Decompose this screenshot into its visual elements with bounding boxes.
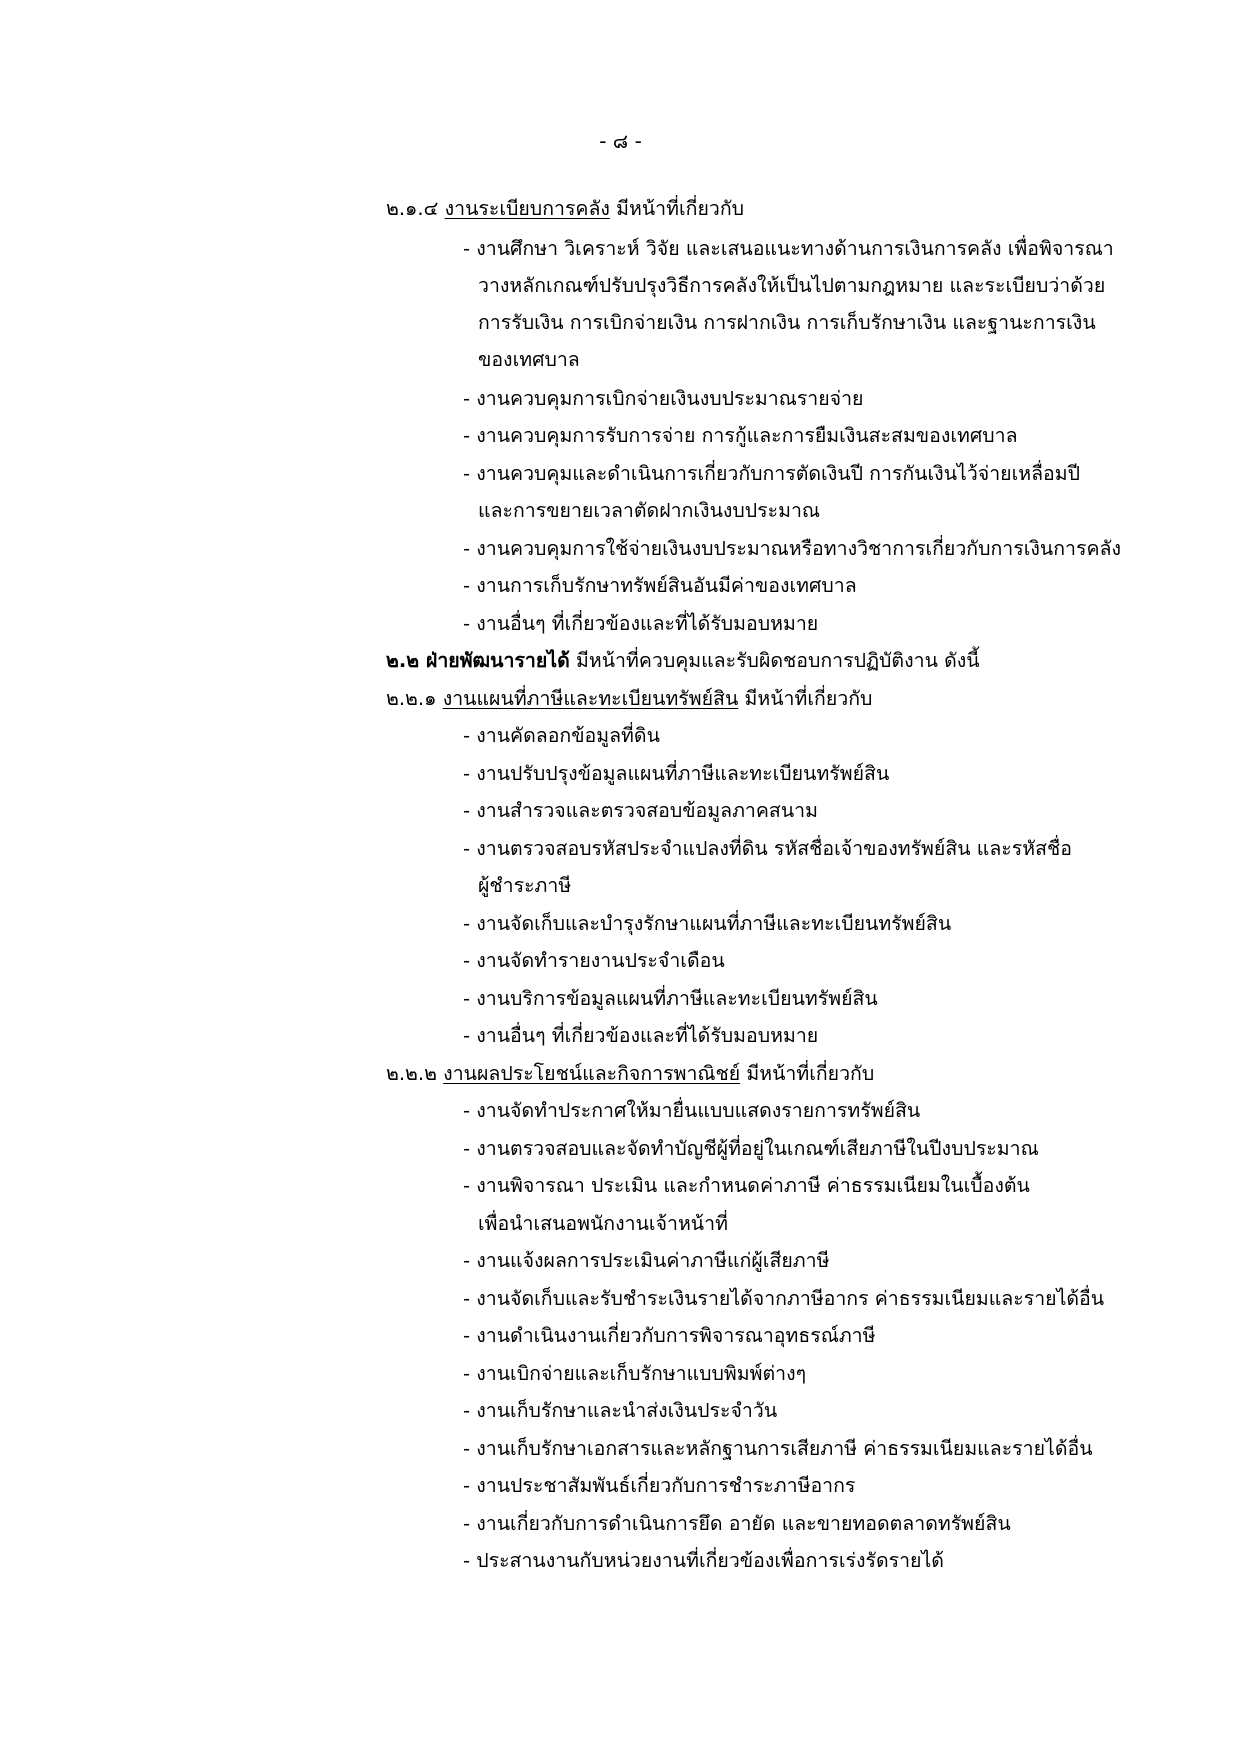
section-suffix: มีหน้าที่เกี่ยวกับ <box>744 687 873 710</box>
list-item: - งานควบคุมและดำเนินการเกี่ยวกับการตัดเงินปี การกันเงินไว้จ่ายเหลื่อมปี <box>463 462 1081 485</box>
list-item: - งานจัดเก็บและรับชำระเงินรายได้จากภาษีอากร ค่าธรรมเนียมและรายได้อื่น <box>463 1287 1105 1310</box>
section-title: ๒.๒ ฝ่ายพัฒนารายได้ <box>386 649 570 672</box>
list-item: - งานอื่นๆ ที่เกี่ยวข้องและที่ได้รับมอบหมาย <box>463 1024 819 1047</box>
list-item: - งานการเก็บรักษาทรัพย์สินอันมีค่าของเทศบาล <box>463 574 857 597</box>
list-item-continuation: และการขยายเวลาตัดฝากเงินงบประมาณ <box>478 499 821 522</box>
list-item: - ประสานงานกับหน่วยงานที่เกี่ยวข้องเพื่อการเร่งรัดรายได้ <box>463 1549 944 1572</box>
list-item-continuation: ผู้ชำระภาษี <box>478 874 572 897</box>
list-item-continuation: วางหลักเกณฑ์ปรับปรุงวิธีการคลังให้เป็นไปตามกฎหมาย และระเบียบว่าด้วย <box>478 274 1106 297</box>
list-item: - งานตรวจสอบและจัดทำบัญชีผู้ที่อยู่ในเกณฑ์เสียภาษีในปีงบประมาณ <box>463 1137 1039 1160</box>
section-heading-2-1-4 <box>386 196 744 222</box>
list-item: - งานเก็บรักษาเอกสารและหลักฐานการเสียภาษี ค่าธรรมเนียมและรายได้อื่น <box>463 1437 1093 1460</box>
section-number: ๒.๑.๔ <box>386 197 439 220</box>
page-number: - ๘ - <box>599 129 642 153</box>
section-suffix: มีหน้าที่ควบคุมและรับผิดชอบการปฏิบัติงาน ดังนี้ <box>575 649 980 672</box>
list-item: - งานประชาสัมพันธ์เกี่ยวกับการชำระภาษีอากร <box>463 1474 856 1497</box>
section-heading-2-2-1 <box>386 686 872 712</box>
list-item: - งานควบคุมการเบิกจ่ายเงินงบประมาณรายจ่าย <box>463 387 864 410</box>
section-heading-2-2 <box>386 648 980 674</box>
list-item: - งานบริการข้อมูลแผนที่ภาษีและทะเบียนทรัพย์สิน <box>463 987 878 1010</box>
list-item: - งานปรับปรุงข้อมูลแผนที่ภาษีและทะเบียนทรัพย์สิน <box>463 762 890 785</box>
list-item-continuation: การรับเงิน การเบิกจ่ายเงิน การฝากเงิน การเก็บรักษาเงิน และฐานะการเงิน <box>478 311 1096 334</box>
list-item: - งานควบคุมการใช้จ่ายเงินงบประมาณหรือทางวิชาการเกี่ยวกับการเงินการคลัง <box>463 537 1121 560</box>
section-suffix: มีหน้าที่เกี่ยวกับ <box>746 1062 875 1085</box>
list-item: - งานเก็บรักษาและนำส่งเงินประจำวัน <box>463 1399 778 1422</box>
list-item: - งานศึกษา วิเคราะห์ วิจัย และเสนอแนะทางด้านการเงินการคลัง เพื่อพิจารณา <box>463 237 1114 260</box>
list-item-continuation: เพื่อนำเสนอพนักงานเจ้าหน้าที่ <box>478 1212 728 1235</box>
list-item: - งานตรวจสอบรหัสประจำแปลงที่ดิน รหัสชื่อเจ้าของทรัพย์สิน และรหัสชื่อ <box>463 837 1072 860</box>
section-number: ๒.๒.๒ <box>386 1062 437 1085</box>
list-item: - งานสำรวจและตรวจสอบข้อมูลภาคสนาม <box>463 799 818 822</box>
list-item: - งานเกี่ยวกับการดำเนินการยึด อายัด และขายทอดตลาดทรัพย์สิน <box>463 1512 1011 1535</box>
section-number: ๒.๒.๑ <box>386 687 437 710</box>
section-title: งานระเบียบการคลัง <box>444 197 610 220</box>
list-item: - งานจัดทำประกาศให้มายื่นแบบแสดงรายการทรัพย์สิน <box>463 1099 921 1122</box>
list-item: - งานพิจารณา ประเมิน และกำหนดค่าภาษี ค่าธรรมเนียมในเบื้องต้น <box>463 1174 1030 1197</box>
section-suffix: มีหน้าที่เกี่ยวกับ <box>616 197 745 220</box>
list-item: - งานคัดลอกข้อมูลที่ดิน <box>463 724 660 747</box>
list-item-continuation: ของเทศบาล <box>478 348 580 371</box>
section-title: งานแผนที่ภาษีและทะเบียนทรัพย์สิน <box>442 687 739 710</box>
section-title: งานผลประโยชน์และกิจการพาณิชย์ <box>443 1062 741 1085</box>
list-item: - งานควบคุมการรับการจ่าย การกู้และการยืมเงินสะสมของเทศบาล <box>463 424 1018 447</box>
list-item: - งานอื่นๆ ที่เกี่ยวข้องและที่ได้รับมอบหมาย <box>463 612 819 635</box>
list-item: - งานจัดเก็บและบำรุงรักษาแผนที่ภาษีและทะเบียนทรัพย์สิน <box>463 912 952 935</box>
list-item: - งานจัดทำรายงานประจำเดือน <box>463 949 725 972</box>
list-item: - งานเบิกจ่ายและเก็บรักษาแบบพิมพ์ต่างๆ <box>463 1362 807 1385</box>
section-heading-2-2-2 <box>386 1061 874 1087</box>
list-item: - งานแจ้งผลการประเมินค่าภาษีแก่ผู้เสียภาษี <box>463 1249 830 1272</box>
list-item: - งานดำเนินงานเกี่ยวกับการพิจารณาอุทธรณ์ภาษี <box>463 1324 876 1347</box>
